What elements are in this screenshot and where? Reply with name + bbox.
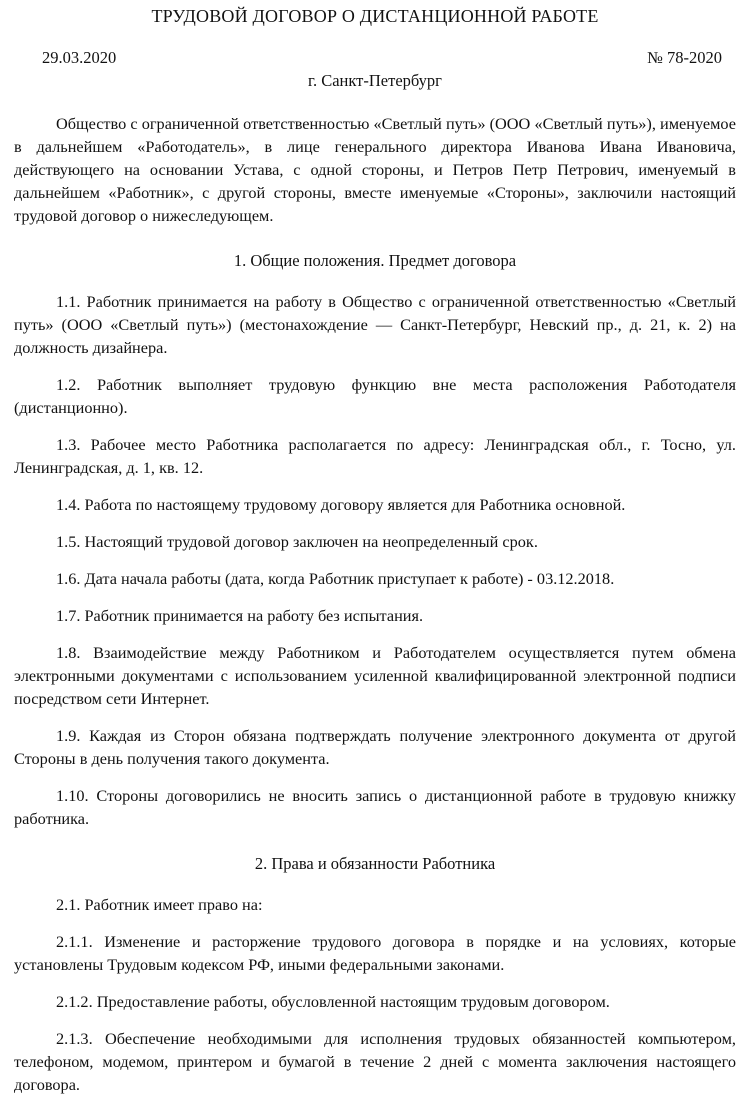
clause-1-10: 1.10. Стороны договорились не вносить запись о дистанционной работе в трудовую книжку работника.: [14, 786, 736, 828]
document-meta-row: [14, 46, 736, 70]
clause-1-3: 1.3. Рабочее место Работника располагается по адресу: Ленинградская обл., г. Тосно, ул. Ленинградская, д. 1, кв. 12.: [14, 435, 736, 477]
clause-1-6: 1.6. Дата начала работы (дата, когда Работник приступает к работе) - 03.12.2018.: [56, 569, 615, 588]
clause-1-5: 1.5. Настоящий трудовой договор заключен на неопределенный срок.: [56, 532, 538, 551]
section-title: 2. Права и обязанности Работника: [254, 854, 496, 873]
clause-2-1-2: 2.1.2. Предоставление работы, обусловленной настоящим трудовым договором.: [56, 992, 610, 1011]
contract-number: № 78-2020: [647, 48, 722, 67]
clause-1-1: 1.1. Работник принимается на работу в Общество с ограниченной ответственностью «Светлый путь» (ООО «Светлый путь») (местонахождение — Санкт-Петербург, Невский пр., д. 21, к. 2) на должность дизайнера.: [14, 292, 736, 357]
clause-1-7: 1.7. Работник принимается на работу без испытания.: [56, 606, 424, 625]
clause-2-1-3: 2.1.3. Обеспечение необходимыми для исполнения трудовых обязанностей компьютером, телефоном, модемом, принтером и бумагой в течение 2 дней с момента заключения настоящего договора.: [14, 1029, 736, 1094]
contract-date: 29.03.2020: [42, 48, 117, 67]
clause-1-2: 1.2. Работник выполняет трудовую функцию вне места расположения Работодателя (дистанционно).: [14, 375, 736, 417]
clause-1-9: 1.9. Каждая из Сторон обязана подтверждать получение электронного документа от другой Стороны в день получения такого документа.: [14, 726, 736, 768]
clause-2-1-1: 2.1.1. Изменение и расторжение трудового договора в порядке и на условиях, которые установлены Трудовым кодексом РФ, иными федеральными законами.: [14, 932, 736, 974]
clause-2-1: 2.1. Работник имеет право на:: [56, 895, 263, 914]
clause-1-8: 1.8. Взаимодействие между Работником и Работодателем осуществляется путем обмена электронными документами с использованием усиленной квалифицированной электронной подписи посредством сети Интернет.: [14, 643, 736, 708]
document-title: ТРУДОВОЙ ДОГОВОР О ДИСТАНЦИОННОЙ РАБОТЕ: [151, 6, 599, 26]
contract-city: г. Санкт-Петербург: [308, 71, 442, 90]
intro-paragraph: Общество с ограниченной ответственностью «Светлый путь» (ООО «Светлый путь»), именуемое в дальнейшем «Работодатель», в лице генерального директора Иванова Ивана Ивановича, действующего на основании Устава, с одной стороны, и Петров Петр Петрович, именуемый в дальнейшем «Работник», с другой стороны, вместе именуемые «Стороны», заключили настоящий трудовой договор о нижеследующем.: [14, 114, 736, 225]
section-title: 1. Общие положения. Предмет договора: [233, 251, 517, 270]
clause-1-4: 1.4. Работа по настоящему трудовому договору является для Работника основной.: [56, 495, 626, 514]
